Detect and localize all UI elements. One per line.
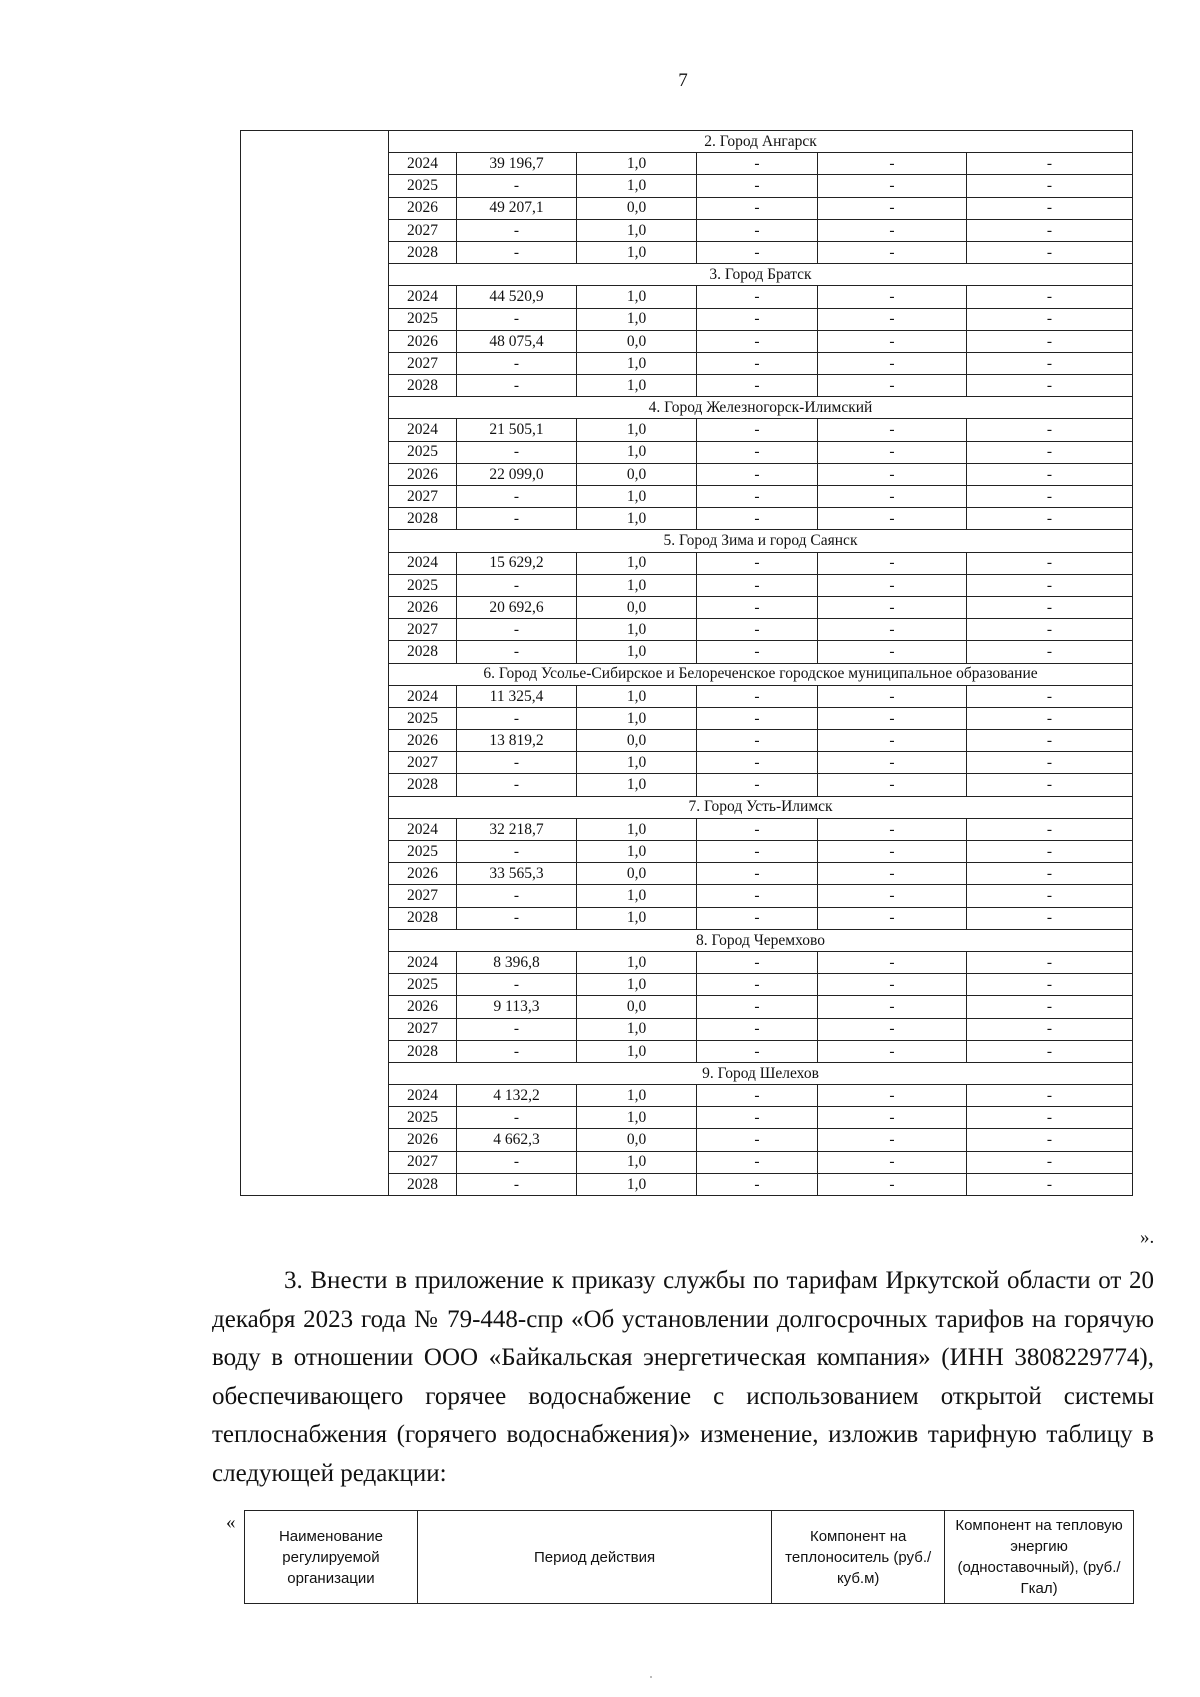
table-cell: - — [967, 907, 1133, 929]
table-cell: 2025 — [389, 574, 457, 596]
table-cell: - — [967, 197, 1133, 219]
table-cell: 2024 — [389, 153, 457, 175]
table-cell: - — [967, 574, 1133, 596]
table-cell: - — [457, 241, 577, 263]
table-cell: 0,0 — [577, 863, 697, 885]
table-cell: 2026 — [389, 730, 457, 752]
table-cell: - — [967, 308, 1133, 330]
table-cell: - — [967, 375, 1133, 397]
table-cell: 1,0 — [577, 841, 697, 863]
table-cell: - — [697, 375, 818, 397]
table-cell: - — [697, 330, 818, 352]
table-cell: - — [697, 219, 818, 241]
closing-quote: ». — [1140, 1227, 1155, 1248]
table-cell: 2028 — [389, 375, 457, 397]
table-cell: 2028 — [389, 641, 457, 663]
table-cell: - — [967, 1085, 1133, 1107]
table-cell: 2027 — [389, 619, 457, 641]
table-cell: - — [457, 375, 577, 397]
table-cell: - — [457, 885, 577, 907]
table-cell: 1,0 — [577, 885, 697, 907]
table-cell: - — [457, 774, 577, 796]
table-cell: - — [818, 286, 967, 308]
table-cell: 32 218,7 — [457, 818, 577, 840]
table-cell: 11 325,4 — [457, 685, 577, 707]
table-cell: - — [697, 308, 818, 330]
table-cell: 2028 — [389, 241, 457, 263]
table-cell: - — [697, 1085, 818, 1107]
table-cell: - — [457, 1018, 577, 1040]
section-title: 6. Город Усолье-Сибирское и Белореченское городское муниципальное образование — [389, 663, 1133, 685]
table-cell: - — [818, 907, 967, 929]
table-cell: - — [697, 619, 818, 641]
table-cell: - — [457, 974, 577, 996]
table-cell: 2024 — [389, 818, 457, 840]
table-cell: - — [818, 508, 967, 530]
table-cell: - — [697, 1018, 818, 1040]
header-org: Наименование регулируемой организации — [245, 1511, 418, 1604]
table-cell: 2024 — [389, 951, 457, 973]
table-cell: - — [818, 1085, 967, 1107]
table-cell: - — [697, 153, 818, 175]
table-cell: - — [818, 1107, 967, 1129]
table-cell: 20 692,6 — [457, 596, 577, 618]
table-cell: - — [818, 1129, 967, 1151]
table-cell: 1,0 — [577, 574, 697, 596]
table-cell: - — [818, 219, 967, 241]
table-cell: - — [818, 1173, 967, 1195]
amendment-text: 3. Внести в приложение к приказу службы по тарифам Иркутской области от 20 декабря 2023 года № 79-448-спр «Об установлении долгосрочных тарифов на горячую воду в отношении ООО «Байкальская энергетическая компания» (ИНН 3808229774), обеспечивающего горячее водоснабжение с использованием открытой системы теплоснабжения (горячего водоснабжения)» изменение, изложив тарифную таблицу в следующей редакции: — [212, 1267, 1154, 1487]
table-cell: 4 132,2 — [457, 1085, 577, 1107]
table-cell: - — [457, 619, 577, 641]
table-cell: 1,0 — [577, 419, 697, 441]
table-cell: - — [697, 818, 818, 840]
table-cell: 2026 — [389, 330, 457, 352]
table-cell: - — [697, 996, 818, 1018]
table-cell: - — [818, 241, 967, 263]
table-cell: 15 629,2 — [457, 552, 577, 574]
table-cell: 1,0 — [577, 974, 697, 996]
table-cell: - — [457, 841, 577, 863]
table-cell: - — [818, 375, 967, 397]
table-cell: - — [967, 1018, 1133, 1040]
table-cell: - — [457, 907, 577, 929]
table-cell: 33 565,3 — [457, 863, 577, 885]
table-cell: - — [697, 419, 818, 441]
table-cell: - — [967, 175, 1133, 197]
table-cell: 1,0 — [577, 508, 697, 530]
table-cell: - — [967, 1173, 1133, 1195]
table-cell: - — [697, 974, 818, 996]
table-cell: 2026 — [389, 863, 457, 885]
table-cell: 2028 — [389, 774, 457, 796]
table-cell: 39 196,7 — [457, 153, 577, 175]
table-cell: - — [457, 352, 577, 374]
table-cell: 22 099,0 — [457, 463, 577, 485]
table-cell: - — [457, 308, 577, 330]
table-cell: 2027 — [389, 752, 457, 774]
section-title: 8. Город Черемхово — [389, 929, 1133, 951]
table-cell: 1,0 — [577, 1151, 697, 1173]
header-carrier: Компонент на теплоноситель (руб./куб.м) — [772, 1511, 945, 1604]
table-cell: 1,0 — [577, 1085, 697, 1107]
table-cell: 0,0 — [577, 197, 697, 219]
table-cell: - — [697, 486, 818, 508]
table-cell: - — [818, 841, 967, 863]
table-cell: - — [457, 1173, 577, 1195]
table-cell: 21 505,1 — [457, 419, 577, 441]
table-cell: 1,0 — [577, 1173, 697, 1195]
table-cell: - — [967, 508, 1133, 530]
table-cell: 2027 — [389, 1018, 457, 1040]
table-cell: 2026 — [389, 596, 457, 618]
table-cell: - — [697, 286, 818, 308]
table-cell: - — [457, 175, 577, 197]
table-cell: 1,0 — [577, 774, 697, 796]
table-cell: - — [967, 619, 1133, 641]
table-cell: - — [967, 552, 1133, 574]
table-cell: - — [818, 752, 967, 774]
table-cell: - — [967, 863, 1133, 885]
table-cell: - — [697, 885, 818, 907]
table-cell: 2024 — [389, 286, 457, 308]
table-cell: 0,0 — [577, 596, 697, 618]
table-cell: 1,0 — [577, 619, 697, 641]
table-cell: 2026 — [389, 197, 457, 219]
table-cell: - — [457, 574, 577, 596]
table-cell: - — [697, 1107, 818, 1129]
table-cell: - — [967, 1151, 1133, 1173]
table-cell: 2025 — [389, 441, 457, 463]
table-cell: 2026 — [389, 463, 457, 485]
table-cell: 2024 — [389, 1085, 457, 1107]
table-cell: 9 113,3 — [457, 996, 577, 1018]
section-title: 2. Город Ангарск — [389, 131, 1133, 153]
table-cell: 2027 — [389, 352, 457, 374]
table-cell: - — [697, 907, 818, 929]
table-cell: - — [697, 574, 818, 596]
table-cell: 0,0 — [577, 330, 697, 352]
table-cell: 1,0 — [577, 241, 697, 263]
table-cell: - — [818, 1018, 967, 1040]
table-cell: 1,0 — [577, 1040, 697, 1062]
table-cell: - — [457, 707, 577, 729]
table-cell: 1,0 — [577, 907, 697, 929]
table-cell: 1,0 — [577, 752, 697, 774]
table-cell: - — [818, 818, 967, 840]
table-cell: 1,0 — [577, 641, 697, 663]
table-cell: - — [818, 951, 967, 973]
table-cell: - — [967, 841, 1133, 863]
table-cell: 2027 — [389, 1151, 457, 1173]
table-cell: 1,0 — [577, 352, 697, 374]
table-cell: - — [457, 752, 577, 774]
table-cell: - — [697, 197, 818, 219]
table-cell: 2025 — [389, 1107, 457, 1129]
table-cell: - — [697, 1173, 818, 1195]
table-cell: 49 207,1 — [457, 197, 577, 219]
table-cell: - — [967, 153, 1133, 175]
table-cell: - — [967, 685, 1133, 707]
table-cell: 2028 — [389, 1040, 457, 1062]
table-cell: 2028 — [389, 508, 457, 530]
table-cell: - — [818, 974, 967, 996]
table-cell: - — [457, 486, 577, 508]
table-cell: - — [967, 885, 1133, 907]
table-cell: - — [697, 352, 818, 374]
section-title: 9. Город Шелехов — [389, 1062, 1133, 1084]
table-cell: - — [818, 175, 967, 197]
table-cell: 2027 — [389, 219, 457, 241]
table-cell: 1,0 — [577, 286, 697, 308]
table-cell: - — [967, 774, 1133, 796]
table-cell: - — [818, 774, 967, 796]
table-cell: - — [457, 508, 577, 530]
table-cell: 2025 — [389, 841, 457, 863]
section-title: 7. Город Усть-Илимск — [389, 796, 1133, 818]
table-cell: 1,0 — [577, 175, 697, 197]
table-cell: - — [818, 730, 967, 752]
table-cell: 1,0 — [577, 1107, 697, 1129]
table-cell: - — [818, 685, 967, 707]
table-cell: - — [818, 463, 967, 485]
table-cell: - — [818, 619, 967, 641]
table-cell: 1,0 — [577, 375, 697, 397]
table-cell: - — [818, 1040, 967, 1062]
table-cell: 0,0 — [577, 463, 697, 485]
table-cell: - — [818, 863, 967, 885]
table-cell: - — [818, 596, 967, 618]
table-cell: - — [818, 153, 967, 175]
table-cell: - — [818, 441, 967, 463]
table-cell: - — [697, 596, 818, 618]
table-cell: - — [697, 175, 818, 197]
table-cell: - — [697, 552, 818, 574]
table-cell: - — [967, 1129, 1133, 1151]
header-row — [245, 1511, 1134, 1604]
section-title: 4. Город Железногорск-Илимский — [389, 397, 1133, 419]
table-cell: 2025 — [389, 707, 457, 729]
table-cell: - — [818, 308, 967, 330]
table-cell: - — [697, 1129, 818, 1151]
amendment-paragraph — [212, 1262, 1154, 1493]
table-cell: 2027 — [389, 486, 457, 508]
table-cell: 2025 — [389, 974, 457, 996]
table-cell: - — [697, 463, 818, 485]
table-cell: - — [697, 774, 818, 796]
table-cell: 8 396,8 — [457, 951, 577, 973]
table-cell: - — [697, 641, 818, 663]
table-cell: 2028 — [389, 1173, 457, 1195]
section-row — [241, 131, 1133, 153]
table-cell: - — [457, 441, 577, 463]
new-tariff-table-header — [244, 1510, 1134, 1604]
table-cell: - — [967, 219, 1133, 241]
table-cell: - — [697, 241, 818, 263]
table-cell: - — [967, 707, 1133, 729]
scan-dot — [650, 1676, 652, 1678]
tariff-table — [240, 130, 1133, 1196]
table-cell: 1,0 — [577, 441, 697, 463]
table-cell: - — [967, 996, 1133, 1018]
table-cell: 1,0 — [577, 951, 697, 973]
table-cell: - — [697, 1040, 818, 1062]
table-cell: 2025 — [389, 175, 457, 197]
org-cell — [241, 131, 389, 1196]
table-cell: 2024 — [389, 552, 457, 574]
table-cell: - — [697, 841, 818, 863]
table-cell: 0,0 — [577, 1129, 697, 1151]
table-cell: - — [457, 1107, 577, 1129]
table-cell: - — [697, 752, 818, 774]
table-cell: - — [697, 730, 818, 752]
table-cell: 1,0 — [577, 818, 697, 840]
table-cell: - — [697, 441, 818, 463]
table-cell: - — [818, 486, 967, 508]
table-cell: - — [818, 574, 967, 596]
table-cell: - — [457, 641, 577, 663]
table-cell: 4 662,3 — [457, 1129, 577, 1151]
table-cell: - — [818, 352, 967, 374]
header-energy: Компонент на тепловую энергию (одноставочный), (руб./Гкал) — [945, 1511, 1134, 1604]
table-cell: - — [697, 951, 818, 973]
table-cell: 0,0 — [577, 730, 697, 752]
table-cell: - — [967, 241, 1133, 263]
section-title: 3. Город Братск — [389, 264, 1133, 286]
table-cell: 48 075,4 — [457, 330, 577, 352]
table-cell: - — [697, 1151, 818, 1173]
table-cell: - — [818, 641, 967, 663]
header-period: Период действия — [417, 1511, 771, 1604]
table-cell: 2026 — [389, 1129, 457, 1151]
table-cell: - — [697, 508, 818, 530]
table-cell: - — [967, 596, 1133, 618]
table-cell: 1,0 — [577, 707, 697, 729]
table-cell: - — [818, 419, 967, 441]
table-cell: 0,0 — [577, 996, 697, 1018]
table-cell: - — [967, 730, 1133, 752]
table-cell: - — [818, 707, 967, 729]
table-cell: - — [967, 419, 1133, 441]
table-cell: - — [967, 951, 1133, 973]
table-cell: - — [967, 641, 1133, 663]
table-cell: 13 819,2 — [457, 730, 577, 752]
table-cell: 2028 — [389, 907, 457, 929]
table-cell: 2024 — [389, 419, 457, 441]
table-cell: 2026 — [389, 996, 457, 1018]
table-cell: 2024 — [389, 685, 457, 707]
table-cell: - — [967, 286, 1133, 308]
table-cell: 1,0 — [577, 153, 697, 175]
open-quote: « — [226, 1512, 236, 1533]
table-cell: - — [967, 486, 1133, 508]
table-cell: - — [697, 685, 818, 707]
table-cell: - — [697, 863, 818, 885]
table-cell: - — [967, 330, 1133, 352]
section-title: 5. Город Зима и город Саянск — [389, 530, 1133, 552]
table-cell: 2027 — [389, 885, 457, 907]
table-cell: - — [967, 1040, 1133, 1062]
table-cell: - — [818, 330, 967, 352]
table-cell: 2025 — [389, 308, 457, 330]
table-cell: 1,0 — [577, 308, 697, 330]
table-cell: - — [967, 974, 1133, 996]
table-cell: - — [818, 1151, 967, 1173]
table-cell: - — [967, 352, 1133, 374]
table-cell: - — [457, 1151, 577, 1173]
table-cell: - — [967, 752, 1133, 774]
table-cell: - — [457, 1040, 577, 1062]
table-cell: 1,0 — [577, 219, 697, 241]
table-cell: - — [818, 552, 967, 574]
table-cell: - — [967, 818, 1133, 840]
table-cell: - — [818, 996, 967, 1018]
table-cell: - — [818, 885, 967, 907]
table-cell: - — [967, 441, 1133, 463]
table-cell: - — [457, 219, 577, 241]
table-cell: - — [818, 197, 967, 219]
table-cell: 1,0 — [577, 552, 697, 574]
page-number: 7 — [678, 70, 688, 91]
table-cell: - — [967, 1107, 1133, 1129]
table-cell: 1,0 — [577, 1018, 697, 1040]
table-cell: 1,0 — [577, 486, 697, 508]
table-cell: 1,0 — [577, 685, 697, 707]
table-cell: - — [967, 463, 1133, 485]
table-cell: 44 520,9 — [457, 286, 577, 308]
table-cell: - — [697, 707, 818, 729]
